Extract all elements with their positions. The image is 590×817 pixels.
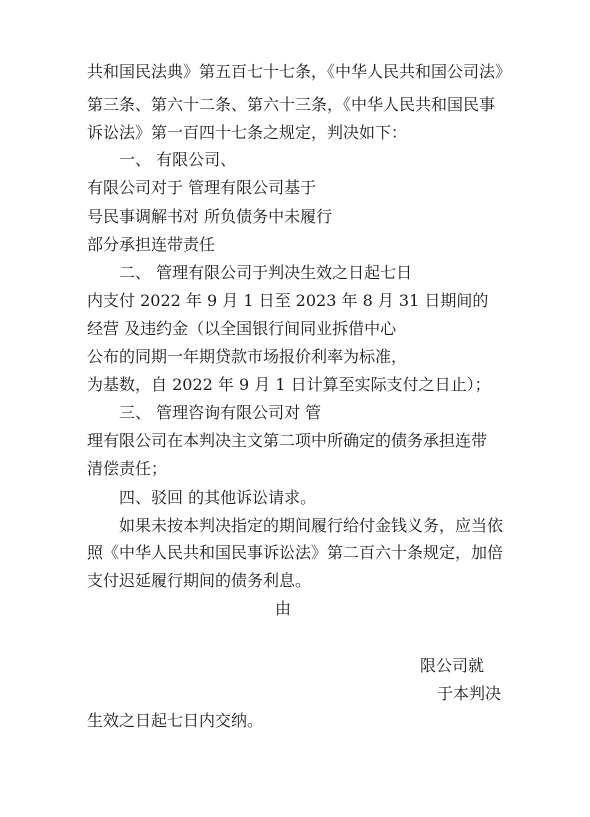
text-line: 号民事调解书对 所负债务中未履行 bbox=[87, 207, 333, 226]
text-line: 为基数，自 2022 年 9 月 1 日计算至实际支付之日止）； bbox=[87, 375, 491, 394]
text-line: 诉讼法》第一百四十七条之规定，判决如下： bbox=[87, 123, 408, 142]
text-line: 支付迟延履行期间的债务利息。 bbox=[87, 571, 312, 590]
text-line: 三、 管理咨询有限公司对 管 bbox=[119, 403, 322, 422]
text-line: 二、 管理有限公司于判决生效之日起七日 bbox=[119, 263, 413, 282]
text-line: 四、驳回 的其他诉讼请求。 bbox=[119, 488, 317, 507]
text-line: 由 bbox=[275, 599, 292, 618]
text-line: 限公司就 bbox=[420, 656, 485, 675]
text-line: 清偿责任； bbox=[87, 459, 168, 478]
text-line: 公布的同期一年期贷款市场报价利率为标准， bbox=[87, 347, 408, 366]
text-line: 部分承担连带责任 bbox=[87, 235, 216, 254]
text-line: 一、 有限公司、 bbox=[119, 150, 237, 169]
text-line: 如果未按本判决指定的期间履行给付金钱义务，应当依 bbox=[119, 516, 504, 535]
text-line: 经营 及违约金（以全国银行间同业拆借中心 bbox=[87, 319, 397, 338]
text-line: 生效之日起七日内交纳。 bbox=[87, 711, 264, 730]
text-line: 理有限公司在本判决主文第二项中所确定的债务承担连带 bbox=[87, 431, 488, 450]
text-line: 有限公司对于 管理有限公司基于 bbox=[87, 178, 317, 197]
text-line: 内支付 2022 年 9 月 1 日至 2023 年 8 月 31 日期间的 bbox=[87, 291, 489, 310]
text-line: 于本判决 bbox=[437, 684, 502, 703]
text-line: 照《中华人民共和国民事诉讼法》第二百六十条规定，加倍 bbox=[87, 543, 504, 562]
text-line: 第三条、第六十二条、第六十三条，《中华人民共和国民事 bbox=[87, 95, 496, 114]
text-line: 共和国民法典》第五百七十七条，《中华人民共和国公司法》 bbox=[87, 62, 512, 81]
